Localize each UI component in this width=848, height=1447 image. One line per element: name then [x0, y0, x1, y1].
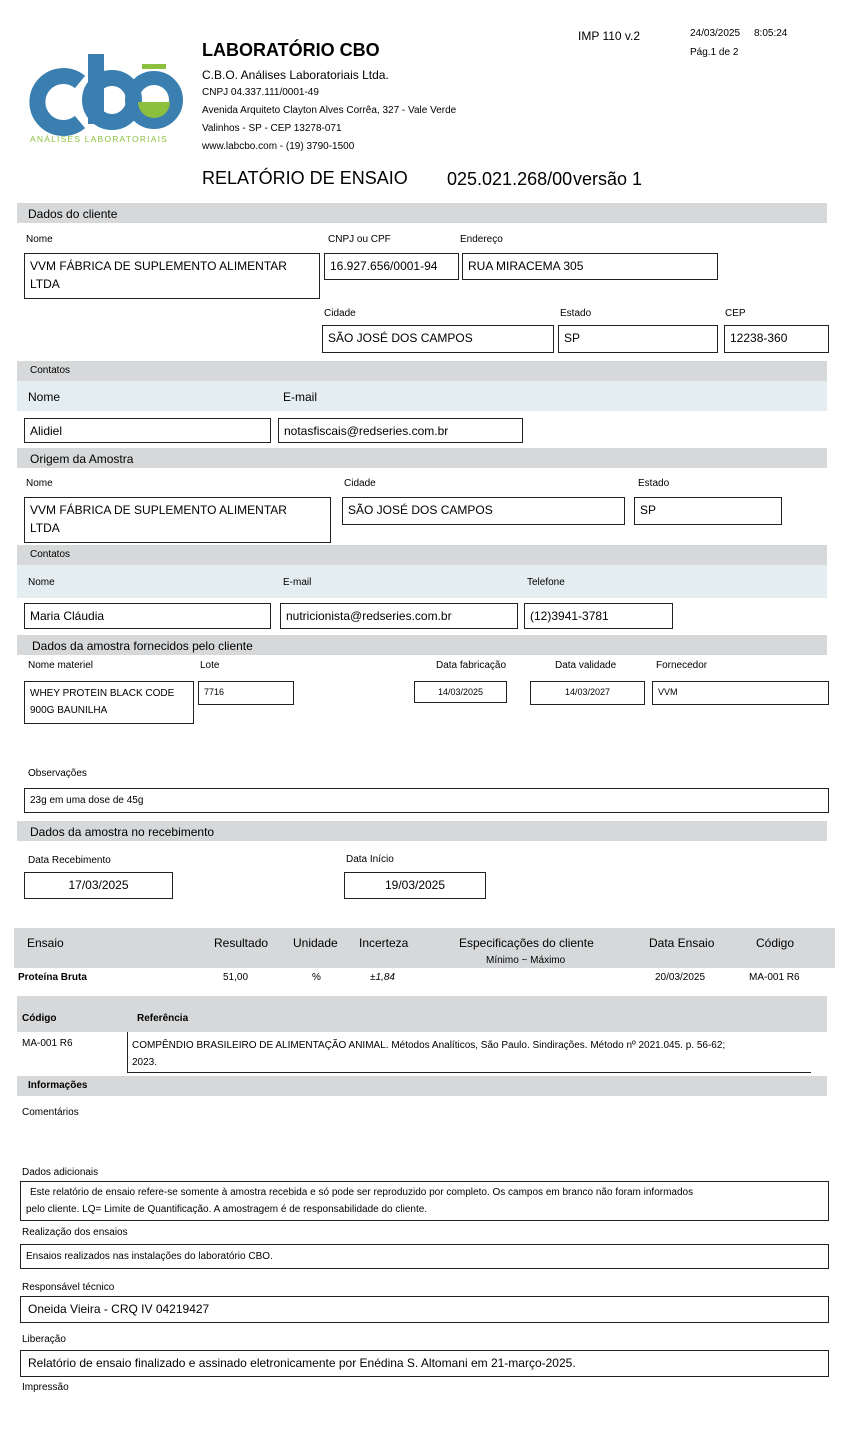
material-label: Nome materiel [28, 660, 94, 671]
client-cep-field: 12238-360 [724, 325, 829, 353]
version-number: 1 [632, 169, 643, 189]
comments-label: Comentários [22, 1107, 79, 1118]
client-contacts-header [17, 381, 827, 411]
material-line1: WHEY PROTEIN BLACK CODE [30, 688, 175, 699]
col-spec: Especificações do cliente [459, 936, 594, 950]
client-state-label: Estado [560, 308, 592, 319]
print-date: 24/03/2025 [690, 28, 741, 39]
location-field: Ensaios realizados nas instalações do laboratório CBO. [20, 1244, 829, 1269]
origin-section-title: Origem da Amostra [30, 452, 134, 466]
company-address: Avenida Arquiteto Clayton Alves Corrêa, 327 - Vale Verde [202, 105, 457, 116]
client-cnpj-field: 16.927.656/0001-94 [324, 253, 459, 280]
company-name: C.B.O. Análises Laboratoriais Ltda. [202, 68, 389, 82]
company-contact: www.labcbo.com - (19) 3790-1500 [202, 141, 355, 152]
location-label: Realização dos ensaios [22, 1227, 128, 1238]
origin-city-field: SÃO JOSÉ DOS CAMPOS [342, 497, 625, 525]
lot-label: Lote [200, 660, 220, 671]
test-date: 20/03/2025 [655, 972, 706, 983]
ref-code-label: Código [22, 1013, 57, 1024]
reception-section-title: Dados da amostra no recebimento [30, 825, 215, 839]
ref-line2: 2023. [132, 1057, 158, 1068]
col-date: Data Ensaio [649, 936, 715, 950]
origin-city-label: Cidade [344, 478, 376, 489]
material-field [24, 681, 194, 724]
report-number: 025.021.268/00 [447, 169, 573, 189]
material-line2: 900G BAUNILHA [30, 705, 108, 716]
col-result: Resultado [214, 936, 269, 950]
client-contacts-title: Contatos [30, 365, 71, 376]
ref-label: Referência [137, 1013, 189, 1024]
tech-label: Responsável técnico [22, 1282, 115, 1293]
test-unit: % [312, 972, 321, 983]
client-cnpj-label: CNPJ ou CPF [328, 234, 391, 245]
mfg-label: Data fabricação [436, 660, 507, 671]
origin-contacts-title: Contatos [30, 549, 71, 560]
origin-contact-email-label: E-mail [283, 577, 312, 588]
supplier-label: Fornecedor [656, 660, 708, 671]
start-field: 19/03/2025 [344, 872, 486, 899]
origin-name-label: Nome [26, 478, 53, 489]
release-field: Relatório de ensaio finalizado e assinado eletronicamente por Enédina S. Altomani em 21-março-2025. [20, 1350, 829, 1377]
page-number: Pág.1 de 2 [690, 47, 739, 58]
client-state-field: SP [558, 325, 718, 353]
client-name-field [24, 253, 320, 299]
client-contacts-bar [17, 361, 827, 381]
origin-contact-phone-label: Telefone [527, 577, 565, 588]
release-label: Liberação [22, 1334, 66, 1345]
start-label: Data Início [346, 854, 394, 865]
origin-contacts-bar [17, 545, 827, 565]
client-name-label: Nome [26, 234, 53, 245]
client-contact-email-field: notasfiscais@redseries.com.br [278, 418, 523, 443]
client-city-label: Cidade [324, 308, 356, 319]
origin-contacts-header [17, 565, 827, 598]
client-contact-name-field: Alidiel [24, 418, 271, 443]
col-uncertainty: Incerteza [359, 936, 409, 950]
origin-contact-name-label: Nome [28, 577, 55, 588]
origin-name-line1: VVM FÁBRICA DE SUPLEMENTO ALIMENTAR [30, 503, 287, 517]
report-title: RELATÓRIO DE ENSAIO [202, 168, 408, 188]
obs-field: 23g em uma dose de 45g [24, 788, 829, 813]
exp-field: 14/03/2027 [530, 681, 645, 705]
print-label: Impressão [22, 1382, 69, 1393]
origin-name-line2: LTDA [30, 521, 60, 535]
col-test: Ensaio [27, 936, 64, 950]
col-spec-sub: Mínimo ~ Máximo [486, 955, 566, 966]
additional-field [20, 1181, 829, 1221]
test-result: 51,00 [223, 972, 249, 983]
client-section-bar [17, 203, 827, 223]
origin-name-field [24, 497, 331, 543]
company-city: Valinhos - SP - CEP 13278-071 [202, 123, 342, 134]
origin-contact-phone-field: (12)3941-3781 [524, 603, 673, 629]
lab-logo [22, 44, 192, 154]
client-city-field: SÃO JOSÉ DOS CAMPOS [322, 325, 554, 353]
ref-row-bottom-line [127, 1072, 811, 1073]
print-time: 8:05:24 [754, 28, 788, 39]
client-contact-name-label: Nome [28, 390, 61, 404]
client-address-label: Endereço [460, 234, 503, 245]
origin-section-bar [17, 448, 827, 468]
info-section-bar [17, 1076, 827, 1096]
version-label: versão [573, 169, 628, 189]
client-cep-label: CEP [725, 308, 746, 319]
info-section-title: Informações [28, 1080, 88, 1091]
client-name-line1: VVM FÁBRICA DE SUPLEMENTO ALIMENTAR [30, 259, 287, 273]
received-label: Data Recebimento [28, 855, 111, 866]
sample-section-title: Dados da amostra fornecidos pelo cliente [32, 639, 253, 653]
test-name: Proteína Bruta [18, 972, 87, 983]
client-section-title: Dados do cliente [28, 207, 118, 221]
origin-contact-name-field: Maria Cláudia [24, 603, 271, 629]
lot-field: 7716 [198, 681, 294, 705]
lab-name: LABORATÓRIO CBO [202, 40, 380, 60]
supplier-field: VVM [652, 681, 829, 705]
client-address-field: RUA MIRACEMA 305 [462, 253, 718, 280]
test-code: MA-001 R6 [749, 972, 800, 983]
client-name-line2: LTDA [30, 277, 60, 291]
origin-state-field: SP [634, 497, 782, 525]
exp-label: Data validade [555, 660, 617, 671]
received-field: 17/03/2025 [24, 872, 173, 899]
origin-contact-email-field: nutricionista@redseries.com.br [280, 603, 518, 629]
test-uncertainty: ±1,84 [370, 972, 395, 983]
client-contact-email-label: E-mail [283, 390, 318, 404]
form-code: IMP 110 v.2 [578, 29, 641, 43]
obs-label: Observações [28, 768, 87, 779]
origin-state-label: Estado [638, 478, 670, 489]
additional-label: Dados adicionais [22, 1167, 99, 1178]
ref-code: MA-001 R6 [22, 1038, 73, 1049]
col-code: Código [756, 936, 795, 950]
ref-line1: COMPÊNDIO BRASILEIRO DE ALIMENTAÇÃO ANIMAL. Métodos Analíticos, São Paulo. Sindirações. Método nº 2021.045. p. 56-62; [132, 1040, 726, 1051]
tech-field: Oneida Vieira - CRQ IV 04219427 [20, 1296, 829, 1323]
col-unit: Unidade [293, 936, 338, 950]
additional-line2: pelo cliente. LQ= Limite de Quantificação. A amostragem é de responsabilidade do cliente. [26, 1204, 428, 1215]
logo-subtitle: ANÁLISES LABORATORIAIS [30, 134, 169, 144]
mfg-field: 14/03/2025 [414, 681, 507, 703]
company-cnpj: CNPJ 04.337.111/0001-49 [202, 87, 319, 98]
additional-line1: Este relatório de ensaio refere-se somente à amostra recebida e só pode ser reproduzido por completo. Os campos em branco não foram informados [30, 1187, 694, 1198]
ref-row-divider [127, 1032, 128, 1072]
